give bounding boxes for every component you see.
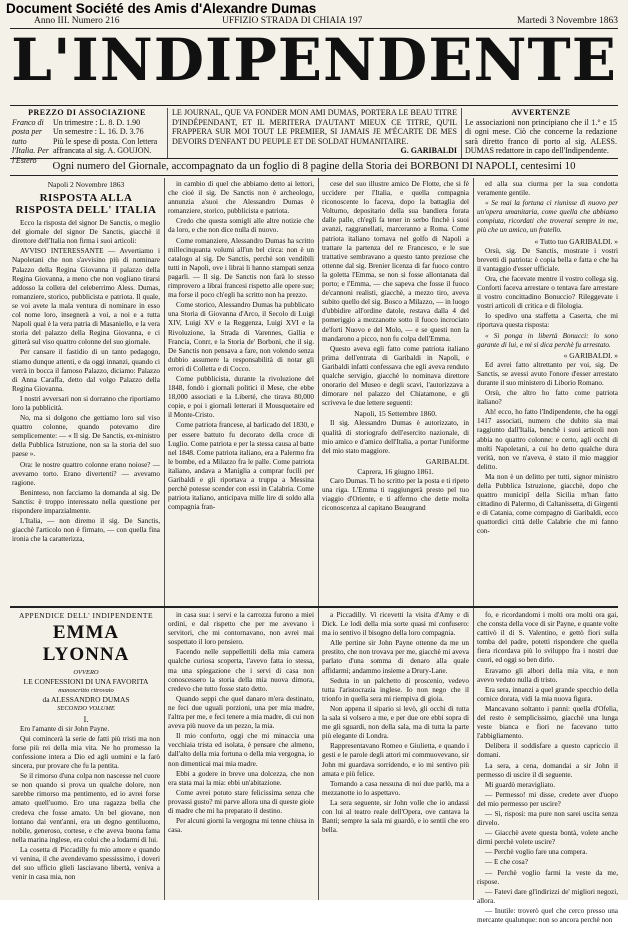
appendix-paragraph: Ebbi a godere in breve una dolcezza, che non era stata mai la mia: ebbi un'abitazione.	[168, 769, 314, 787]
appendix-header	[12, 611, 160, 724]
article-paragraph: Per cansare il fastidio di un tanto pedagogo, stiamo dunque attenti, e da oggi innanzi, quando ci verrà in bocca il famoso Palazzo, diciamo: Palazzo di Anna Caraffa, detto dal volgo Palazzo della Regina Giovanna.	[12, 348, 160, 393]
article-paragraph: Ora: le nostre quattro colonne erano noiose? — avevamo torto. Erano divertenti? — avevamo ragione.	[12, 460, 160, 487]
appendix-paragraph: Mi guardò meravigliato.	[485, 780, 556, 789]
issue-office: UFFIZIO STRADA DI CHIAIA 197	[222, 16, 363, 26]
price-line: Un trimestre : L. 8. D. 1.90	[53, 117, 141, 127]
appendix-note: manoscritto ritrovato	[58, 687, 114, 695]
appendix-chapter: I.	[83, 714, 89, 724]
watermark: Document Société des Amis d'Alexandre Dumas	[6, 1, 317, 16]
appendix-paragraph: a Piccadilly. Vi ricevetti la visita d'Amy e di Dick. Le lodi della mia sorte quasi mi confusero: ma io sentivo il bisogno della loro compagnia.	[322, 611, 469, 638]
appendix-paragraph: Delibera il soddisfare a questo capriccio il domani.	[477, 742, 618, 760]
letter-dateline: Caprera, 16 giugno 1861.	[357, 466, 434, 476]
appendix-paragraph: Era sera, innanzi a quel grande specchio della cornice dorata, vidi la mia nuova figura.	[477, 685, 618, 703]
appendix-paragraph: — Permesso! mi disse, credete aver d'uopo del mio permesso per uscire?	[477, 790, 618, 808]
appendix-column-2	[168, 611, 314, 900]
column-rule	[318, 178, 319, 900]
appendix-rule	[10, 606, 618, 608]
garibaldi-quote: LE JOURNAL, QUE VA FONDER MON AMI DUMAS, PORTERA LE BEAU TITRE D'INDÉPENDANT, ET IL MERITERA D'AUTANT MIEUX CE TITRE, QU'IL FRAPPERA SUR MOI TOUT LE PREMIER, SI JAMAIS JE M'ÉCARTE DE MES DEVOIRS D'ENFANT DU PEUPLE ET DE SOLDAT HUMANITAIRE.	[172, 108, 457, 146]
article-paragraph: No, ma si dolgono che gettiamo loro sul viso quattro colonne, quando potevamo dire semplicemente: — « Il sig. De Sanctis, ex-ministro della Pubblica Istruzione, non sa la storia del suo paese ».	[12, 414, 160, 459]
subscription-title: PREZZO DI ASSOCIAZIONE	[28, 108, 146, 117]
appendix-paragraph: Non appena il sipario si levò, gli occhi di tutta la sala si volsero a me, e per due ore ebbi sopra di me gli sguardi, non della sala, ma di tutta la parte più elegante di Londra.	[322, 704, 469, 741]
appendix-paragraph: — Inutile: troverò quel che cerco presso una mercante qualunque: non so ancora perchè non	[477, 906, 618, 924]
article-paragraph: Come pubblicista, durante la rivoluzione del 1848, fondò i giornali politici il Mese, che ebbe 18,000 associati e la Liberté, che tirava 80,000 copie, e poi i giornali letterari il Mousquetaire ed il Monte-Cristo.	[168, 374, 314, 420]
rule-sub-bottom	[10, 175, 618, 176]
appendix-paragraph: Seduta in un palchetto di proscenio, vedevo tutta l'aristocrazia inglese. Io non nego che il trionfo in quella sera mi riempiva di gioia.	[322, 676, 469, 703]
appendix-author: da ALESSANDRO DUMAS	[42, 695, 130, 705]
article-paragraph: Orsù, che altro ho fatto come patriota italiano?	[477, 389, 618, 407]
article-column-2	[168, 180, 314, 603]
letter-text: Caro Dumas. Ti ho scritto per la posta e ti ripeto una riga. L'Emma ti raggiungerà presto pel tuo viaggio d'Oriente, e ti affermo che dette molta riconoscenza al capitano Beaugrand	[322, 477, 469, 513]
appendix-paragraph: Rappresentavano Romeo e Giulietta, e quando i gesti e le parole degli attori mi commuovevano, sir John mi guardava sorridendo, e io mi sentivo più amata e più felice.	[322, 742, 469, 778]
article-paragraph: ed alla sua ciurma per la sua condotta veramente gentile.	[477, 180, 618, 198]
appendix-paragraph: Qui comincerà la serie de fatti più tristi ma non forse più rei della mia vita. Ne ho promesso la confessione intera a Dio ed agli uomini e la farò sincera, pur provare che fu la pentita.	[12, 734, 160, 771]
letter-text: Il sig. Alessandro Dumas è autorizzato, in qualità di storiografo dell'esercito nazionale, di mio amico e d'amico dell'Italia, a portar l'uniforme del mio stato maggiore.	[322, 419, 469, 455]
article-paragraph: in cambio di quel che abbiamo detto ai lettori, che cioè il sig. De Sanctis non è archeologo, annunzia a'suoi che Alessandro Dumas è romanziere, storico, pubblicista e patriota.	[168, 180, 314, 216]
article-paragraph: Beninteso, non facciamo la domanda al sig. De Sanctis: è troppo interessato nella questione per rispondere imparzialmente.	[12, 488, 160, 515]
article-paragraph: Come storico, Alessandro Dumas ha pubblicato una Storia di Giovanna d'Arco, il Secolo di Luigi XIV, Luigi XV e la Reggenza, Luigi XVI e la Rivoluzione, la Strada di Varennes, Gallia e Francia, Conrr, e la Storia de' Borboni, che il sig. De Sanctis non pensava a fare, non volendo senza dubbio assumere la responsabilità di notar gli errori di Colletta e di Cocco.	[168, 301, 314, 373]
appendix-paragraph: Quando seppi che quel danaro m'era destinato, ne feci due uguali porzioni, una per mia madre, l'altra per me, e feci tenere a mia madre, di cui non aveva più nuove da un pezzo, la mia.	[168, 694, 314, 731]
appendix-paragraph: — Sì, risposi: ma pure non sarei uscita senza dirvelo.	[477, 809, 618, 828]
article-paragraph: Ecco la risposta del signor De Sanctis, o meglio del giornale del signor De Sanctis, giacchè il direttore dell'Italia non firma i suoi articoli:	[12, 219, 160, 246]
letter-signature: « Tutto tuo GARIBALDI. »	[534, 236, 618, 246]
issue-date: Martedi 3 Novembre 1863	[516, 16, 618, 26]
rule-sub-top	[10, 158, 618, 159]
appendix-paragraph: fo, e ricordandomi i molti ora molti ora gai, che consta della voce di sir Payne, e quante volte cattivò il di S. Valentino, e gettò fiori sulla tomba del padre, potetti rispondere che quella fiera ricordava più lo sviluppo fra i nostri due cuori, ed oggi so ben dirlo.	[477, 611, 618, 665]
subheader: Ogni numero del Giornale, accompagnato da un foglio di 8 pagine della Storia dei BORBONI DI NAPOLI, centesimi 10	[52, 160, 576, 172]
avvertenze-text: Le associazioni non principiano che il 1.° e 15 di ogni mese. Ciò che concerne la redazione sarà diretto franco di porto al sig. ALESS. DUMAS redattore in capo dell'Indipendente.	[465, 117, 617, 155]
appendix-paragraph: La cosetta di Piccadilly fu mio amore e quando vi venina, il che avendevamo spessissimo, i doveri del suo ufficio glieli lasciavano libertà, veniva a venir in casa mia, non	[12, 845, 160, 882]
appendix-title: EMMA LYONNA	[42, 622, 130, 666]
appendix-paragraph: Alle pertine sir John Payne ottenne da me un prestito, che non trovava per me, giacchè mi aveva parlato d'una somma di denaro alla quale affidarmi; andammo insieme a Drury-Lane.	[322, 639, 469, 675]
article-paragraph: cese del suo illustre amico De Flotte, che si fè uccidere per l'Italia, e quella compagnia riconoscente lo faceva, dopo la battaglia del Volturno, depositario della sua bandiera forata dalle palle, ch'egli fa tener in serbo finchè i suoi avanzi, raggranellati, marceranno a Roma. Come patriota italiano tornava nel golfo di Napoli a trattare la partenza del re Francesco, e le sue trattative sembravano a questo tanto preziose che ottenne dal sig. Brenier licenza di far fuoco contro la goletta l'Emma, se non si fosse allontanata dal porto; e l'Emma, — che sapeva che fosse il fuoco de'cannoni realisti, giacchè, a mezzo tiro, aveva subito quello del sig. Bosco a Milazzo, — in luogo d'ubbidire all'ordine datole, restava dalla 4 del pomeriggio a mezzanotte sotto il fuoco incrociato de'forti Nuovo e del Molo, — e se questi non la mandarono a picco, non fu colpa dell'Emma.	[322, 180, 469, 343]
rule-mast	[10, 105, 618, 106]
article-paragraph: Io spedivo una staffetta a Caserta, che mi riportava questa risposta:	[477, 312, 618, 330]
appendix-paragraph: La sera, a cena, domandai a sir John il permesso di uscire il dì seguente.	[477, 761, 618, 779]
appendix-ovvero: OVVERO	[73, 669, 99, 677]
appendix-label: APPENDICE DELL' INDIPENDENTE	[18, 611, 154, 620]
appendix-paragraph: Facendo nelle suppellettili della mia camera qualche curiosa scoperta, l'avevo fatta io stessa, ma una spiegazione che i servi di casa non conoscessero la storia della mia nuova dimora, credevo che tutto fosse stato detto.	[168, 648, 314, 693]
divider	[461, 108, 462, 158]
article-paragraph: L'Italia, — non diremo il sig. De Sanctis, giacchè l'articolo non è firmato, — con quella fina ironia che la caratterizza,	[12, 517, 160, 544]
letter-signature: GARIBALDI.	[425, 456, 469, 466]
article-dateline: Napoli 2 Novembre 1863	[47, 180, 125, 189]
price-line: Più le spese di posta. Con lettera affrancata al sig. A. GOUJON.	[53, 136, 158, 155]
subscription-left-text: Franco di posta per tutto l'Italia. Per l'Estero	[12, 117, 49, 165]
article-paragraph: I nostri avversari non si dorranno che riportiamo loro la pubblicità.	[12, 394, 160, 412]
divider	[167, 108, 168, 158]
article-paragraph: Ah! ecco, ho fatto l'Indipendente, che ha oggi 1417 associati, numero che dubito sia mai raggiunto dall'Italia, benchè i suoi articoli non abbia no quattro colonne: e certo, agli occhi di molti Napoletani, a cui ho detto qualche dura verità, non ve n'aveva, è stato il mio maggior delitto.	[477, 408, 618, 471]
appendix-paragraph: Se il rimorso d'una colpa non nascesse nel cuore se non quando si prova un qualche dolore, non sarebbe rimorso ma pentimento, ed io avrei forse amato quell'uomo. Ero una ragazza bella che credeva che fosse amato. Un bel giovane, non lontano dai vent'anni, era un degno gentiluomo, nobile, generoso, cortese, e che aveva buona fama nella marina inglese, era colui che a lodarmi di lui.	[12, 772, 160, 844]
article-paragraph: Credo che questa somigli alle altre notizie che da loro, e che non dice nulla di nuovo.	[168, 217, 314, 235]
article-paragraph: Come romanziere, Alessandro Dumas ha scritto millecinquanta volumi all'un bel circa: non è un catalogo al sig. De Sanctis, perchè son vendibili tutti in Napoli, ove i librai li hanno stampati senza pagarli. — Il sig. De Sanctis non farà lo stesso rimprovero a librai francesi rispetto alle opere sue; ma forse il poco ch'egli ha scritto non ha prezzo.	[168, 236, 314, 300]
appendix-paragraph: Eravamo gli albori della mia vita, e non avevo veduto nulla di tristo.	[477, 666, 618, 684]
appendix-paragraph: Come avrei potuto stare felicissima senza che provassi gusto? mi parve allora una di queste gioie di madre che mi ha preparato il destino.	[168, 788, 314, 815]
issue-number: Anno III. Numero 216	[34, 16, 120, 26]
appendix-paragraph: Per alcuni giorni la vergogna mi tenne chiusa in casa.	[168, 817, 314, 835]
article-paragraph: Ma non è un delitto per tutti, signor ministro della Pubblica Istruzione, giacchè, dopo che quattro municipî della Sicilia m'han fatto cittadino di Palermo, di Caltanissetta, di Girgenti e di Catania, come compagno di Garibaldi, ecco quattordici città delle Calabrie che mi fanno con-	[477, 472, 618, 536]
article-paragraph: Come patriota francese, al barlicado del 1830, e per essere battuto fu decorato della croce di Luglio. Come patriota e per la stessa causa al batte nel 1848. Come patriota italiano, era a Palermo fra le bombe, ed a Milazzo fra le palle. Come patriota italiano, andava a Maniglia a comprar fucili per Garibaldi e gli riportava a truppa a Messina perchè potesse scender con essi in Calabria. Come patriota italiano, anticipava mille lire di soldo alla compagnia fran-	[168, 421, 314, 512]
appendix-paragraph: La sera seguente, sir John volle che io andassi con lui al teatro reale dell'Opera, ove cantava la Banti; sempre la sala mi guardò, e io sentii che ero bella.	[322, 798, 469, 835]
appendix-paragraph: — Perchè voglio fare una compera.	[485, 848, 588, 857]
article-paragraph: AVVISO INTERESSANTE — Avvertiamo i Napoletani che non s'avvisino più di nominare Palazzo della Regina Giovanna il palazzo della Regina Giovanna, a meno che non vogliano tirarsi addosso la collera del celeberrimo Aless. Dumas, romanziere, storico, pubblicista e patriota. Il quale, se voi avete la mala ventura di nominare in esso col nome loro, insegnerà a voi, a noi e a tutta Napoli qual è la vera patria di Masaniello, e la vera storia del palazzo della Regina Giovanna, e ci gitterà sul viso quattro colonne del suo giornale.	[12, 247, 160, 347]
appendix-paragraph: — Fatevi dare gl'indirizzi de' migliori negozi, allora.	[477, 887, 618, 905]
appendix-paragraph: Il mio conforto, oggi che mi minaccia una vecchiaia trista ed isolata, è pensare che almeno, dall'alto della mia fortuna o della mia vergogna, io non dimenticai mai mia madre.	[168, 732, 314, 768]
article-column-3	[322, 180, 469, 603]
article-column-4	[477, 180, 618, 603]
letter-signature: « GARIBALDI. »	[563, 350, 618, 360]
appendix-column-3	[322, 611, 469, 900]
appendix-paragraph: in casa sua: i servi e la carrozza furono a miei ordini, e dal rispetto che per me avevano i servitori, che mi contornavano, non avrei mai sospettato il loro pensiero.	[168, 611, 314, 647]
price-line: Un semestre : L. 16. D. 3.76	[53, 127, 144, 136]
article-paragraph: Ed avrei fatto altrettanto per voi, sig. De Sanctis, se avessi avuto l'onore d'esser arrestato durante il suo ministero di Liborio Romano.	[477, 360, 618, 387]
article-paragraph: « Se mai la fortuna ci riunisse di nuovo per un'opera umanitaria, come quella che abbiamo compiuta, ricordati che troverai sempre in me, più che un amico, un fratello.	[477, 199, 618, 235]
appendix-column-1	[12, 611, 160, 900]
column-rule	[164, 178, 165, 900]
appendix-paragraph: — Perchè voglio farmi la veste da me, rispose.	[477, 868, 618, 886]
article-paragraph: « Si ponga in libertà Bonucci: lo sono garante di lui, e mi si dica perchè fu arrestato.	[477, 331, 618, 349]
garibaldi-signature: G. GARIBALDI	[400, 146, 457, 155]
appendix-paragraph: Mancavano soltanto i panni: quella d'Ofelia, del resto è semplicissimo, giacchè una lunga veste bianca e fiori ne facevano tutto l'abbigliamento.	[477, 704, 618, 741]
masthead: L'INDIPENDENTE	[11, 26, 617, 94]
avvertenze-title: AVVERTENZE	[511, 108, 571, 117]
appendix-paragraph: Ero l'amante di sir John Payne.	[20, 724, 110, 733]
appendix-column-4	[477, 611, 618, 924]
appendix-paragraph: — Giacchè avete questa bontà, volete anche dirmi perchè volete uscire?	[477, 829, 618, 847]
column-rule	[473, 178, 474, 900]
article-paragraph: Questo aveva egli fatto come patriota italiano prima dell'entrata di Garibaldi in Napoli, e Garibaldi infatti confessava che egli aveva renduto qualche servigio, giacchè lo nominava direttore onorario del Museo e degli scavi, l'autorizzava a dimorare nel palazzo del Chiatamone, e gli scriveva le due lettere seguenti:	[322, 344, 469, 408]
appendix-paragraph: — E che cosa?	[485, 858, 528, 867]
appendix-paragraph: Tornando a casa nessuna di noi due parlò, ma a mezzanotte io lo aspettavo.	[322, 779, 469, 797]
appendix-volume: SECONDO VOLUME	[57, 705, 115, 713]
appendix-subtitle: LE CONFESSIONI DI UNA FAVORITA	[23, 677, 149, 687]
letter-dateline: Napoli, 15 Settembre 1860.	[354, 409, 437, 419]
article-title: RISPOSTA ALLA RISPOSTA DELL' ITALIA	[15, 192, 157, 217]
article-paragraph: Ora, che facevate mentre il vostro collega sig. Conforti faceva arrestare o tentava fare arrestare il vostro concittadino Bonuccio? Rileggevate i vostri articoli di critica e di filologia.	[477, 274, 618, 311]
article-paragraph: Orsù, sig. De Sanctis, mostrate i vostri brevetti di patriota: è copia bella e fatta e che ha il vantaggio d'esser ufficiale.	[477, 246, 618, 273]
article-column-1	[12, 180, 160, 603]
